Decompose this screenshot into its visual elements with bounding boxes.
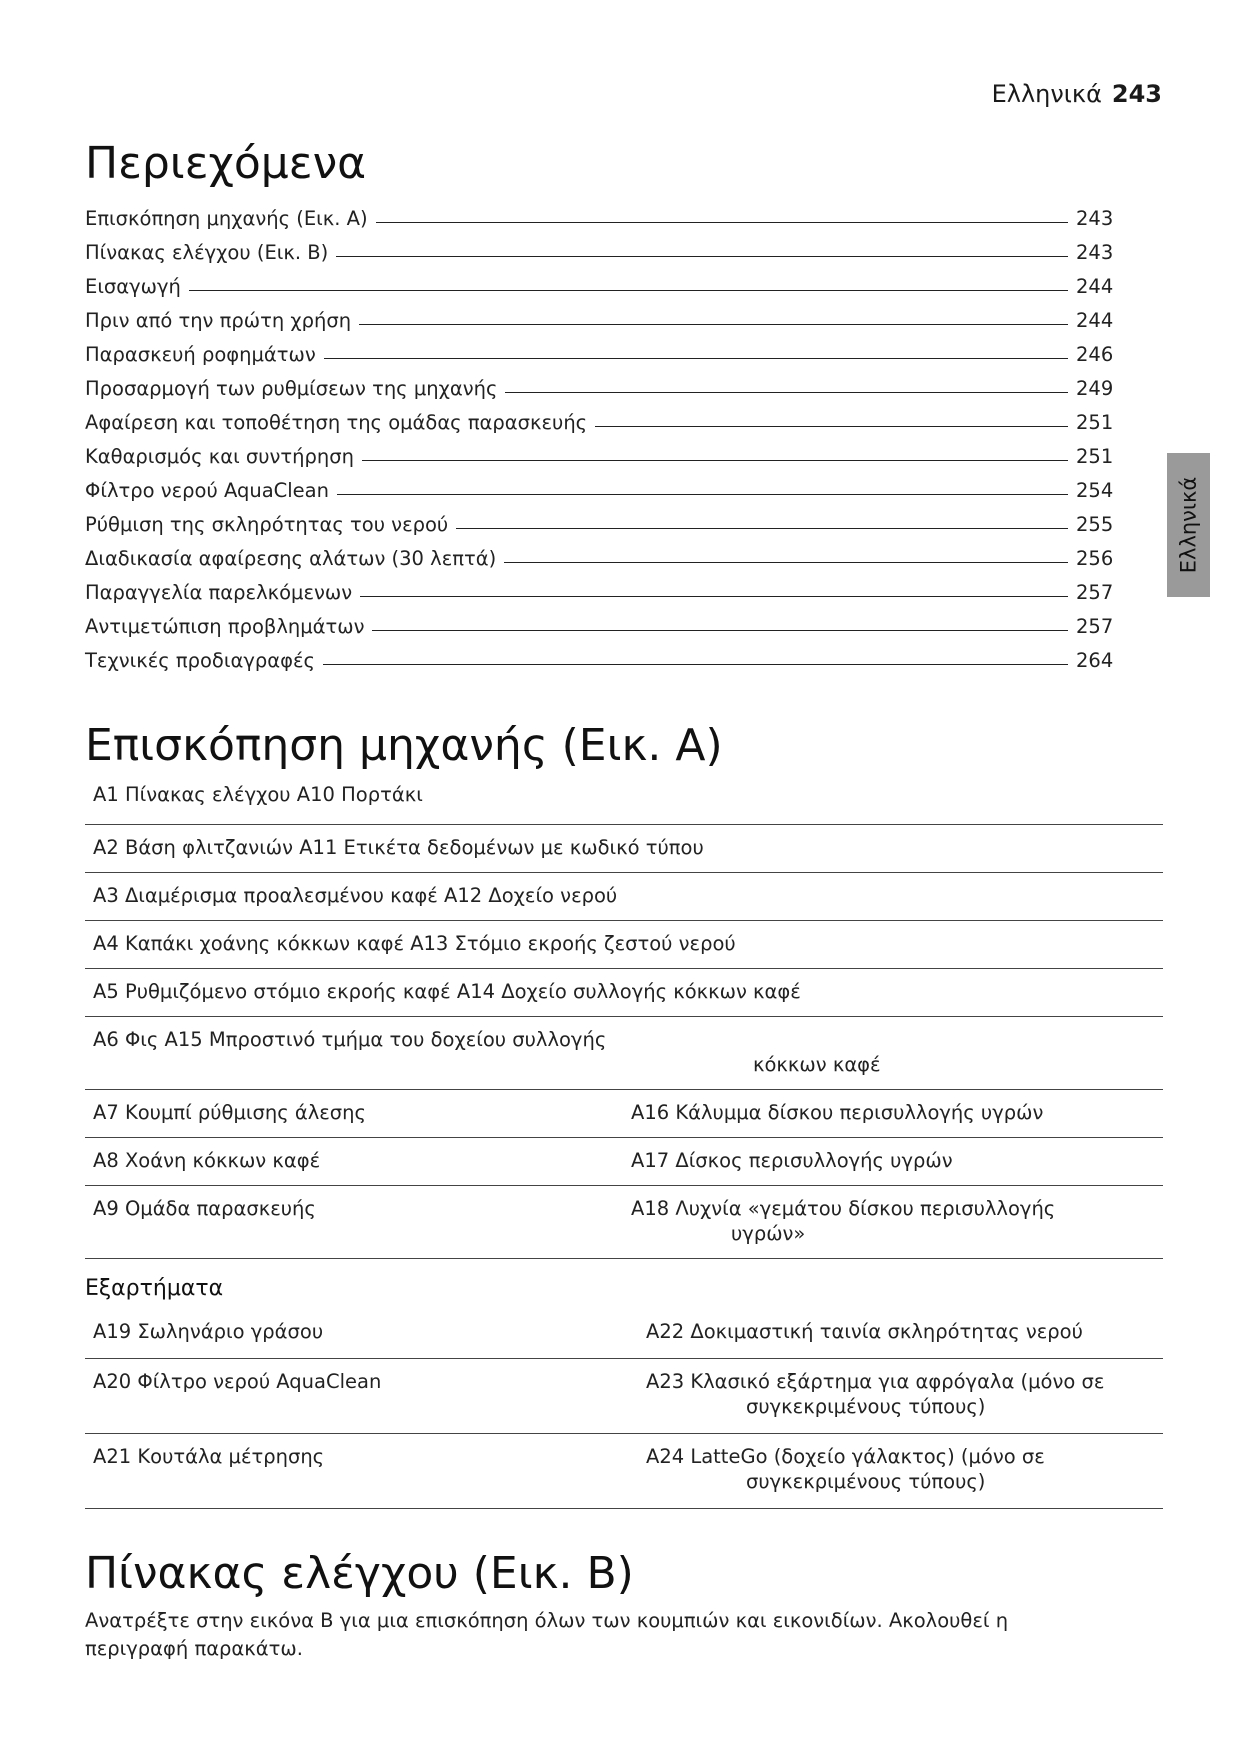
toc-entry-page: 257 bbox=[1076, 581, 1114, 604]
toc-entry[interactable] bbox=[85, 366, 1122, 400]
toc-entry[interactable] bbox=[85, 604, 1122, 638]
toc-entry-title: Πριν από την πρώτη χρήση bbox=[85, 309, 352, 332]
page-number: 243 bbox=[1111, 80, 1162, 108]
toc-entry[interactable] bbox=[85, 230, 1122, 264]
toc-leader-line bbox=[336, 256, 1068, 257]
toc-entry-title: Παρασκευή ροφημάτων bbox=[85, 343, 316, 366]
header-language: Ελληνικά bbox=[991, 80, 1102, 108]
toc-entry-title: Ρύθμιση της σκληρότητας του νερού bbox=[85, 513, 449, 536]
toc-leader-line bbox=[456, 528, 1068, 529]
accessory-line-continuation: συγκεκριμένους τύπους) bbox=[746, 1394, 986, 1418]
toc-leader-line bbox=[323, 664, 1068, 665]
table-of-contents bbox=[85, 196, 1122, 672]
part-cell-left: A8 Χοάνη κόκκων καφέ bbox=[93, 1148, 321, 1172]
accessory-line: A23 Κλασικό εξάρτημα για αφρόγαλα (μόνο σε bbox=[646, 1369, 1105, 1393]
accessory-cell-right bbox=[638, 1433, 1163, 1508]
toc-leader-line bbox=[362, 460, 1068, 461]
toc-leader-line bbox=[359, 324, 1068, 325]
toc-entry-page: 251 bbox=[1076, 411, 1114, 434]
overview-parts-table bbox=[85, 782, 1163, 1259]
part-cell-right: A16 Κάλυμμα δίσκου περισυλλογής υγρών bbox=[631, 1100, 1044, 1124]
side-tab-label: Ελληνικά bbox=[1176, 476, 1201, 574]
toc-entry[interactable] bbox=[85, 468, 1122, 502]
table-row bbox=[85, 1358, 1163, 1433]
toc-entry-title: Πίνακας ελέγχου (Εικ. B) bbox=[85, 241, 329, 264]
toc-entry[interactable] bbox=[85, 332, 1122, 366]
toc-entry-title: Επισκόπηση μηχανής (Εικ. A) bbox=[85, 207, 368, 230]
toc-leader-line bbox=[189, 290, 1068, 291]
toc-leader-line bbox=[376, 222, 1068, 223]
toc-entry-page: 257 bbox=[1076, 615, 1114, 638]
part-cell-left: A7 Κουμπί ρύθμισης άλεσης bbox=[93, 1100, 366, 1124]
accessory-cell-right: A22 Δοκιμαστική ταινία σκληρότητας νερού bbox=[646, 1320, 1083, 1343]
toc-entry-title: Φίλτρο νερού AquaClean bbox=[85, 479, 329, 502]
part-cell-right bbox=[623, 1185, 1163, 1258]
part-line-continuation: υγρών» bbox=[731, 1221, 806, 1245]
accessories-heading: Εξαρτήματα bbox=[85, 1276, 224, 1301]
accessory-cell-left: A20 Φίλτρο νερού AquaClean bbox=[93, 1369, 382, 1393]
toc-entry-page: 254 bbox=[1076, 479, 1114, 502]
table-row bbox=[85, 1016, 1163, 1089]
toc-entry-page: 264 bbox=[1076, 649, 1114, 672]
table-row bbox=[85, 1137, 1163, 1185]
table-row bbox=[85, 1433, 1163, 1508]
accessories-table bbox=[85, 1313, 1163, 1509]
toc-entry[interactable] bbox=[85, 638, 1122, 672]
accessory-cell-right bbox=[638, 1358, 1163, 1433]
toc-entry[interactable] bbox=[85, 570, 1122, 604]
toc-entry[interactable] bbox=[85, 536, 1122, 570]
part-cell: A4 Καπάκι χοάνης κόκκων καφέ A13 Στόμιο εκροής ζεστού νερού bbox=[93, 931, 736, 955]
toc-entry-page: 256 bbox=[1076, 547, 1114, 570]
contents-heading: Περιεχόμενα bbox=[85, 138, 367, 189]
part-line: A6 Φις A15 Μπροστινό τμήμα του δοχείου συλλογής bbox=[93, 1027, 607, 1051]
accessory-cell-left: A19 Σωληνάριο γράσου bbox=[93, 1320, 324, 1343]
toc-entry[interactable] bbox=[85, 264, 1122, 298]
control-panel-paragraph: Ανατρέξτε στην εικόνα B για μια επισκόπηση όλων των κουμπιών και εικονιδίων. Ακολουθεί η περιγραφή παρακάτω. bbox=[85, 1609, 1009, 1660]
table-row bbox=[85, 1185, 1163, 1258]
toc-entry-title: Αντιμετώπιση προβλημάτων bbox=[85, 615, 365, 638]
table-row bbox=[85, 782, 1163, 824]
table-row bbox=[85, 920, 1163, 968]
toc-entry[interactable] bbox=[85, 502, 1122, 536]
toc-entry-page: 244 bbox=[1076, 309, 1114, 332]
toc-entry-title: Αφαίρεση και τοποθέτηση της ομάδας παρασκευής bbox=[85, 411, 588, 434]
toc-entry[interactable] bbox=[85, 400, 1122, 434]
table-row bbox=[85, 968, 1163, 1016]
toc-entry-page: 243 bbox=[1076, 241, 1114, 264]
toc-entry-title: Παραγγελία παρελκόμενων bbox=[85, 581, 353, 604]
toc-leader-line bbox=[337, 494, 1068, 495]
toc-entry-page: 246 bbox=[1076, 343, 1114, 366]
toc-entry[interactable] bbox=[85, 196, 1122, 230]
part-cell: A2 Βάση φλιτζανιών A11 Ετικέτα δεδομένων με κωδικό τύπου bbox=[93, 835, 704, 859]
toc-leader-line bbox=[372, 630, 1068, 631]
part-cell: A3 Διαμέρισμα προαλεσμένου καφέ A12 Δοχείο νερού bbox=[93, 883, 618, 907]
page-header bbox=[992, 80, 1162, 108]
accessory-line-continuation: συγκεκριμένους τύπους) bbox=[746, 1469, 986, 1493]
table-row bbox=[85, 1313, 1163, 1358]
part-cell bbox=[85, 1016, 1163, 1089]
toc-entry-page: 255 bbox=[1076, 513, 1114, 536]
toc-entry-title: Προσαρμογή των ρυθμίσεων της μηχανής bbox=[85, 377, 498, 400]
toc-leader-line bbox=[504, 562, 1068, 563]
toc-entry-title: Καθαρισμός και συντήρηση bbox=[85, 445, 354, 468]
toc-entry-page: 244 bbox=[1076, 275, 1114, 298]
table-row bbox=[85, 824, 1163, 872]
language-side-tab bbox=[1167, 453, 1210, 597]
toc-entry-page: 251 bbox=[1076, 445, 1114, 468]
toc-entry-title: Τεχνικές προδιαγραφές bbox=[85, 649, 315, 672]
toc-leader-line bbox=[505, 392, 1068, 393]
control-panel-heading: Πίνακας ελέγχου (Εικ. B) bbox=[85, 1548, 634, 1599]
toc-leader-line bbox=[595, 426, 1068, 427]
part-line: A18 Λυχνία «γεμάτου δίσκου περισυλλογής bbox=[631, 1196, 1056, 1220]
toc-leader-line bbox=[360, 596, 1068, 597]
toc-entry[interactable] bbox=[85, 434, 1122, 468]
part-line-continuation: κόκκων καφέ bbox=[753, 1052, 881, 1076]
accessory-cell-left: A21 Κουτάλα μέτρησης bbox=[93, 1444, 325, 1468]
table-row bbox=[85, 872, 1163, 920]
toc-entry-title: Εισαγωγή bbox=[85, 275, 181, 298]
part-cell-right: A17 Δίσκος περισυλλογής υγρών bbox=[631, 1148, 953, 1172]
part-cell-left: A9 Ομάδα παρασκευής bbox=[93, 1196, 316, 1220]
toc-entry-page: 243 bbox=[1076, 207, 1114, 230]
part-cell: A1 Πίνακας ελέγχου A10 Πορτάκι bbox=[93, 783, 423, 806]
toc-entry-page: 249 bbox=[1076, 377, 1114, 400]
toc-leader-line bbox=[324, 358, 1068, 359]
accessory-line: A24 LatteGo (δοχείο γάλακτος) (μόνο σε bbox=[646, 1444, 1045, 1468]
part-cell: A5 Ρυθμιζόμενο στόμιο εκροής καφέ A14 Δοχείο συλλογής κόκκων καφέ bbox=[93, 979, 801, 1003]
toc-entry-title: Διαδικασία αφαίρεσης αλάτων (30 λεπτά) bbox=[85, 547, 497, 570]
toc-entry[interactable] bbox=[85, 298, 1122, 332]
overview-heading: Επισκόπηση μηχανής (Εικ. A) bbox=[85, 720, 723, 771]
table-row bbox=[85, 1089, 1163, 1137]
